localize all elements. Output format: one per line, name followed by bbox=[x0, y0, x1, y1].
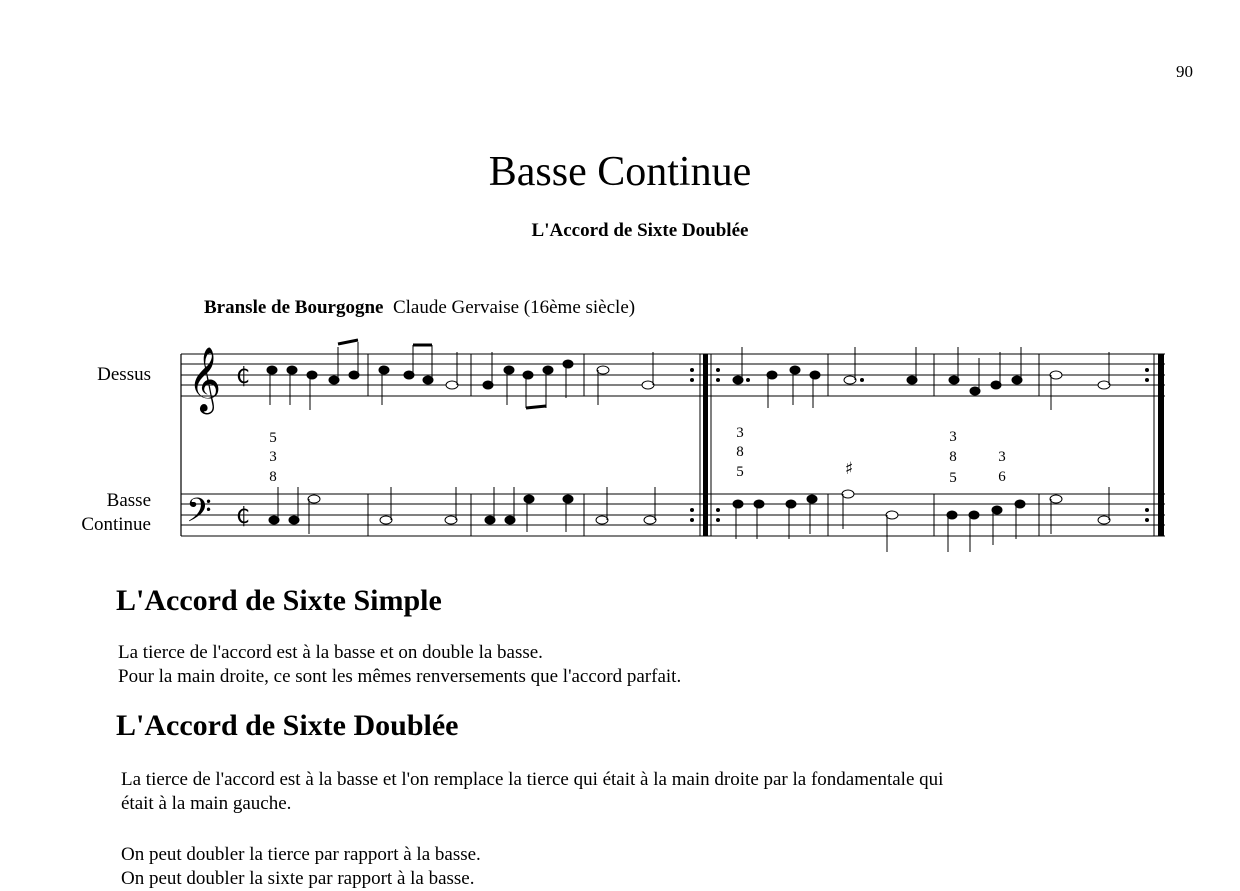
sharp-figure: ♯ bbox=[844, 459, 854, 479]
paragraph-line: On peut doubler la tierce par rapport à la basse. bbox=[121, 844, 481, 865]
figure-numeral: 8 bbox=[949, 449, 957, 465]
page-subtitle: L'Accord de Sixte Doublée bbox=[531, 220, 749, 241]
repeat-sign-end bbox=[1145, 354, 1164, 536]
figure-numeral: 5 bbox=[269, 430, 277, 446]
figure-numeral: 3 bbox=[736, 425, 744, 441]
bass-clef-icon: 𝄢 bbox=[186, 492, 212, 538]
section-paragraph bbox=[121, 843, 481, 891]
repeat-sign-middle bbox=[690, 354, 720, 536]
cut-time-icon: ₵ bbox=[236, 504, 250, 529]
piece-name: Bransle de Bourgogne bbox=[204, 297, 384, 318]
staff-label-line: Continue bbox=[81, 514, 151, 535]
section-paragraph bbox=[118, 641, 681, 689]
figure-numeral: 3 bbox=[949, 429, 957, 445]
page-number: 90 bbox=[1176, 62, 1193, 81]
paragraph-line: On peut doubler la sixte par rapport à la basse. bbox=[121, 868, 475, 889]
figure-numeral: 8 bbox=[736, 444, 744, 460]
page-title: Basse Continue bbox=[488, 149, 752, 195]
piece-composer: Claude Gervaise (16ème siècle) bbox=[392, 297, 636, 318]
paragraph-line: était à la main gauche. bbox=[121, 793, 292, 814]
figure-numeral: 6 bbox=[998, 469, 1006, 485]
cut-time-icon: ₵ bbox=[236, 364, 250, 389]
section-paragraph bbox=[121, 768, 943, 816]
figure-numeral: 3 bbox=[269, 449, 277, 465]
figure-numeral: 5 bbox=[949, 470, 957, 486]
treble-clef-icon: 𝄞 bbox=[188, 347, 222, 412]
staff-label-dessus: Dessus bbox=[97, 364, 151, 385]
figured-bass bbox=[269, 425, 1006, 486]
paragraph-line: Pour la main droite, ce sont les mêmes renversements que l'accord parfait. bbox=[118, 666, 682, 687]
paragraph-line: La tierce de l'accord est à la basse et on double la basse. bbox=[118, 642, 543, 663]
paragraph-line: La tierce de l'accord est à la basse et l'on remplace la tierce qui était à la main droite par la fondamentale qui bbox=[121, 769, 944, 790]
figure-numeral: 8 bbox=[269, 469, 277, 485]
staff-label-line: Basse bbox=[106, 490, 151, 511]
staff-lines-treble bbox=[181, 354, 1165, 396]
section-heading: L'Accord de Sixte Doublée bbox=[116, 709, 459, 742]
figure-numeral: 5 bbox=[736, 464, 744, 480]
figure-numeral: 3 bbox=[998, 449, 1006, 465]
bass-notes bbox=[269, 487, 1110, 552]
section-heading: L'Accord de Sixte Simple bbox=[116, 584, 442, 617]
